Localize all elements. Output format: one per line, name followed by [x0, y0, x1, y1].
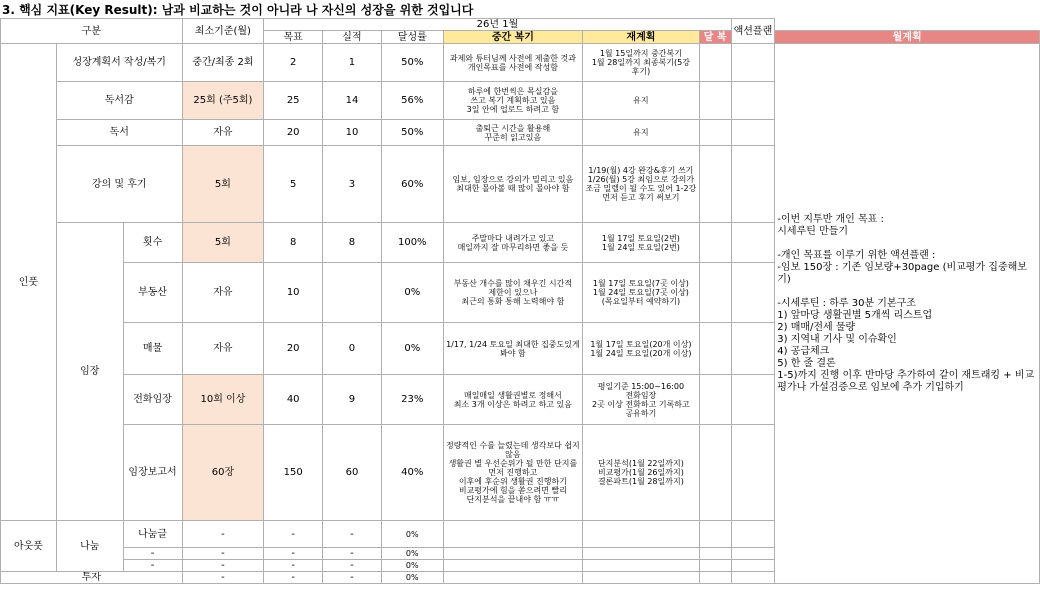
row-review: 정량적인 수를 늘렸는데 생각보다 쉽지 않음 생활권 별 우선순위가 될 만한 단지를 먼저 진행하고 이후에 후순위 생활권 진행하기 비교평가에 힘을 쏟으려면 빨리 단지분석을 끝내야 함 ㅠㅠ — [443, 425, 582, 521]
row-target: 20 — [264, 120, 323, 146]
row-name: 횟수 — [123, 223, 182, 263]
row-replan: 1/19(월) 4강 완강&후기 쓰기 1/26(월) 5강 최임으로 강의가 조금 밀렐이 될 수도 있어 1-2강 먼저 듣고 후기 써보기 — [583, 146, 700, 223]
row-replan-mark — [731, 560, 775, 572]
row-rate: 0% — [381, 548, 443, 560]
row-review — [443, 560, 582, 572]
row-review: 과제와 튜터님께 사전에 제출한 것과 개인목표를 사전에 작성함 — [443, 44, 582, 82]
row-target: 40 — [264, 375, 323, 425]
group-invest: 투자 — [1, 572, 183, 584]
row-replan: 유지 — [583, 82, 700, 120]
row-min: - — [182, 572, 264, 584]
header-target: 목표 — [264, 31, 323, 44]
row-min: 중간/최종 2회 — [182, 44, 264, 82]
row-replan-mark — [731, 146, 775, 223]
row-actual: 60 — [323, 425, 382, 521]
row-achieve-mark — [699, 375, 731, 425]
row-actual: - — [323, 548, 382, 560]
row-review — [443, 521, 582, 548]
row-rate: 50% — [381, 44, 443, 82]
row-actual: - — [323, 521, 382, 548]
row-replan — [583, 560, 700, 572]
row-review: 부동산 개수를 많이 채우긴 시간적 제한이 있으나 최근의 통화 통해 노력해야 함 — [443, 263, 582, 323]
row-min: 5회 — [182, 146, 264, 223]
row-actual: - — [323, 572, 382, 584]
row-achieve-mark — [699, 521, 731, 548]
row-replan — [583, 548, 700, 560]
row-rate: 0% — [381, 263, 443, 323]
row-achieve-mark — [699, 323, 731, 375]
row-achieve-mark — [699, 120, 731, 146]
group-share: 나눔 — [56, 521, 123, 572]
row-min: 10회 이상 — [182, 375, 264, 425]
row-min: 자유 — [182, 120, 264, 146]
row-rate: 0% — [381, 521, 443, 548]
row-replan-mark — [731, 120, 775, 146]
row-replan-mark — [731, 521, 775, 548]
row-target: 2 — [264, 44, 323, 82]
row-min: 자유 — [182, 323, 264, 375]
row-actual: 9 — [323, 375, 382, 425]
row-actual: - — [323, 560, 382, 572]
row-target: 25 — [264, 82, 323, 120]
row-rate: 0% — [381, 323, 443, 375]
row-name: 전화임장 — [123, 375, 182, 425]
row-rate: 60% — [381, 146, 443, 223]
row-name: 강의 및 후기 — [56, 146, 182, 223]
group-imjang: 임장 — [56, 223, 123, 521]
row-replan-mark — [731, 223, 775, 263]
row-replan: 1월 17일 토요일(20개 이상) 1월 24일 토요일(20개 이상) — [583, 323, 700, 375]
row-replan: 1월 17일 토요일(2번) 1월 24일 토요일(2번) — [583, 223, 700, 263]
row-name: 나눔글 — [123, 521, 182, 548]
row-min: - — [182, 560, 264, 572]
row-achieve-mark — [699, 572, 731, 584]
row-rate: 56% — [381, 82, 443, 120]
row-replan-mark — [731, 323, 775, 375]
row-actual: 3 — [323, 146, 382, 223]
header-category: 구분 — [1, 19, 183, 44]
row-replan-mark — [731, 82, 775, 120]
row-target: 20 — [264, 323, 323, 375]
header-replan-mark: 월계획 — [775, 31, 1040, 44]
header-review: 중간 복기 — [443, 31, 582, 44]
row-name: 임장보고서 — [123, 425, 182, 521]
row-min: 자유 — [182, 263, 264, 323]
row-target: - — [264, 548, 323, 560]
row-min: 60장 — [182, 425, 264, 521]
row-replan: 평일기준 15:00~16:00 전화임장 2곳 이상 전화하고 기록하고 공유하기 — [583, 375, 700, 425]
row-rate: 40% — [381, 425, 443, 521]
row-target: - — [264, 560, 323, 572]
row-replan-mark — [731, 263, 775, 323]
row-name: - — [123, 560, 182, 572]
row-review: 출퇴근 시간을 활용해 꾸준히 읽고있음 — [443, 120, 582, 146]
row-achieve-mark — [699, 263, 731, 323]
row-review: 임보, 임장으로 강의가 밀리고 있음 최대한 몰아볼 때 많이 몰아야 함 — [443, 146, 582, 223]
header-replan: 재계획 — [583, 31, 700, 44]
row-name: 독서감 — [56, 82, 182, 120]
row-name: 매물 — [123, 323, 182, 375]
key-result-table — [0, 18, 1040, 584]
row-review: 하루에 한번씩은 목실감을 쓰고 복기 계획하고 있음 3일 안에 업로드 하려고 함 — [443, 82, 582, 120]
header-actual: 실적 — [323, 31, 382, 44]
row-name: 성장계획서 작성/복기 — [56, 44, 182, 82]
page-title: 3. 핵심 지표(Key Result): 남과 비교하는 것이 아니라 나 자신의 성장을 위한 것입니다 — [2, 3, 474, 17]
row-replan-mark — [731, 375, 775, 425]
row-achieve-mark — [699, 223, 731, 263]
row-rate: 0% — [381, 572, 443, 584]
header-action-plan: 액션플랜 — [731, 19, 775, 44]
row-min: 5회 — [182, 223, 264, 263]
group-outflow: 아웃풋 — [1, 521, 57, 572]
row-replan — [583, 521, 700, 548]
action-plan-text: -이번 지투반 개인 목표 : 시세루틴 만들기 -개인 목표를 이루기 위한 액션플랜 : -임보 150장 : 기존 임보량+30page (비교평가 집중해보기) -시세루틴 : 하루 30분 기본구조 1) 앞마당 생활권별 5개씩 리스트업 2) 매매/전세 물량 3) 지역내 기사 및 이슈확인 4) 공급체크 5) 한 줄 결론 1-5)까지 진행 이후 반마당 추가하여 같이 재트래킹 + 비교평가나 가설검증으로 임보에 추가 기입하기 — [775, 44, 1040, 584]
row-review — [443, 548, 582, 560]
row-actual — [323, 263, 382, 323]
row-actual: 0 — [323, 323, 382, 375]
row-rate: 50% — [381, 120, 443, 146]
row-min: - — [182, 521, 264, 548]
row-review: 1/17, 1/24 토요일 최대한 집중도있게 봐야 함 — [443, 323, 582, 375]
row-replan-mark — [731, 572, 775, 584]
row-rate: 0% — [381, 560, 443, 572]
row-achieve-mark — [699, 560, 731, 572]
row-replan — [583, 572, 700, 584]
row-achieve-mark — [699, 548, 731, 560]
row-achieve-mark — [699, 146, 731, 223]
row-achieve-mark — [699, 44, 731, 82]
row-replan: 1월 17일 토요일(7곳 이상) 1월 24일 토요일(7곳 이상) (목요일부터 예약하기) — [583, 263, 700, 323]
row-rate: 23% — [381, 375, 443, 425]
header-month: 26년 1월 — [264, 19, 731, 31]
row-min: 25회 (주5회) — [182, 82, 264, 120]
row-name: 부동산 — [123, 263, 182, 323]
header-min-standard: 최소기준(월) — [182, 19, 264, 44]
row-target: 8 — [264, 223, 323, 263]
row-review: 주말마다 내려가고 있고 매일까지 잘 마무리하면 좋을 듯 — [443, 223, 582, 263]
row-actual: 8 — [323, 223, 382, 263]
row-actual: 10 — [323, 120, 382, 146]
row-replan: 1월 15일까지 중간복기 1월 28일까지 최종복기(5강 후기) — [583, 44, 700, 82]
row-actual: 14 — [323, 82, 382, 120]
header-achieve-mark: 달 복 — [699, 31, 731, 44]
row-target: - — [264, 521, 323, 548]
row-name: - — [123, 548, 182, 560]
row-replan: 유지 — [583, 120, 700, 146]
group-inflow: 인풋 — [1, 44, 57, 521]
row-replan: 단지분석(1월 22일까지) 비교평가(1월 26일까지) 결론파트(1월 28일까지) — [583, 425, 700, 521]
row-target: 150 — [264, 425, 323, 521]
row-name: 독서 — [56, 120, 182, 146]
row-replan-mark — [731, 425, 775, 521]
row-achieve-mark — [699, 425, 731, 521]
row-review — [443, 572, 582, 584]
row-rate: 100% — [381, 223, 443, 263]
row-review: 매일매일 생활권별로 정해서 최소 3개 이상은 하려고 하고 있음 — [443, 375, 582, 425]
row-replan-mark — [731, 548, 775, 560]
row-target: - — [264, 572, 323, 584]
header-rate: 달성률 — [381, 31, 443, 44]
row-target: 5 — [264, 146, 323, 223]
row-min: - — [182, 548, 264, 560]
row-replan-mark — [731, 44, 775, 82]
row-target: 10 — [264, 263, 323, 323]
row-actual: 1 — [323, 44, 382, 82]
row-achieve-mark — [699, 82, 731, 120]
